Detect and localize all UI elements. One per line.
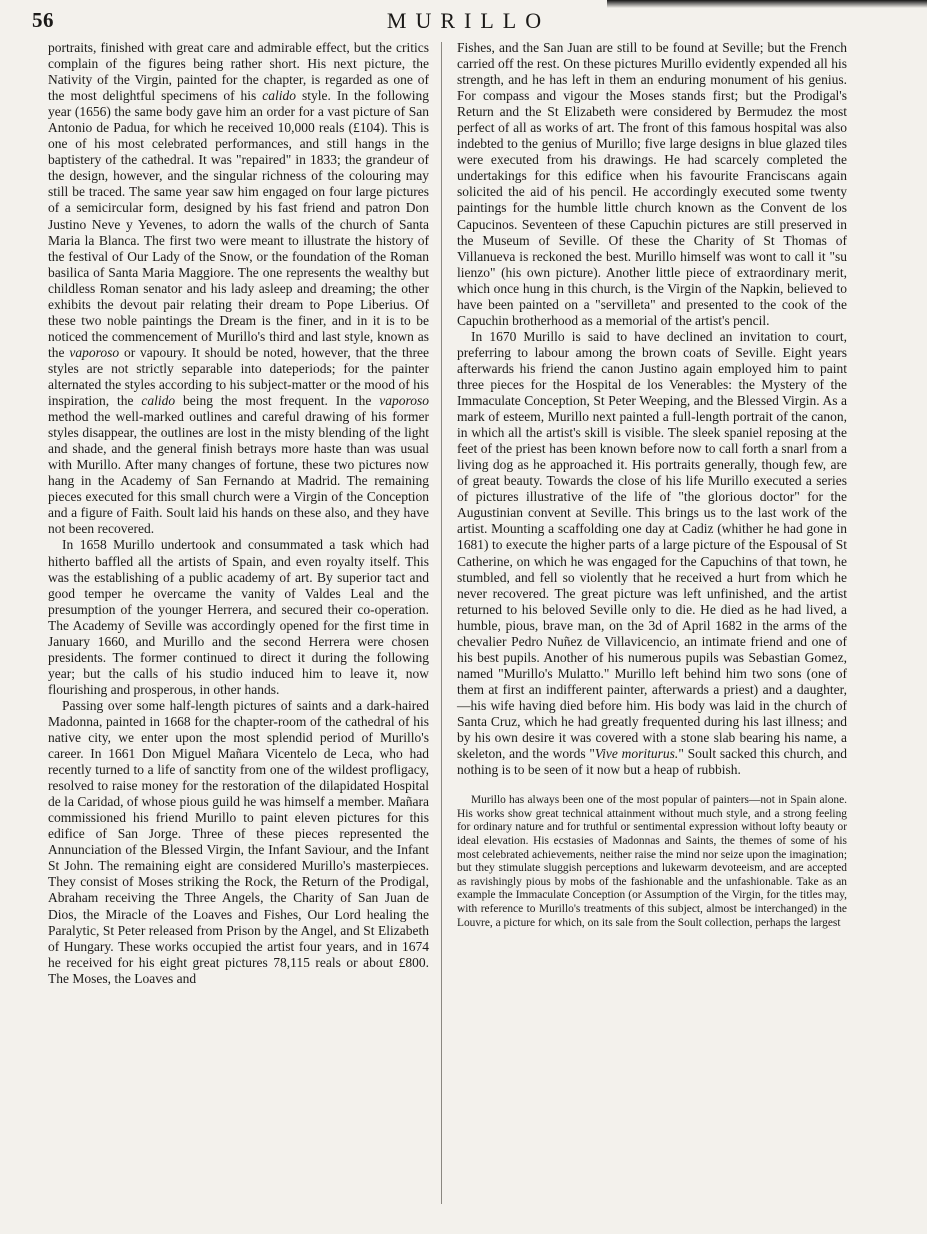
italic-term: calido	[141, 393, 176, 409]
running-title: MURILLO	[386, 8, 551, 33]
footnote-paragraph: Murillo has always been one of the most popular of painters—not in Spain alone. His works show great technical attainment without much style, and a strong feeling for ordinary nature and for truthful or sentimental expression without lofty beauty or ideal elevation. His ecstasies of Madonnas and Saints, the themes of some of his most celebrated achievements, neither raise the mind nor seize upon the imagination; but they stimulate sluggish perceptions and lukewarm devoteeism, and are accepted as ravishingly pious by mobs of the fashionable and the unfashionable. Take as an example the Immaculate Conception (or Assumption of the Virgin, for the titles may, with reference to Murillo's treatments of this subject, almost be interchanged) in the Louvre, a picture for which, on its sale from the Soult collection, perhaps the largest	[457, 794, 847, 929]
italic-term: vaporoso	[69, 344, 120, 360]
italic-term: vaporoso	[379, 393, 429, 409]
scan-edge-shadow	[607, 0, 927, 8]
right-column	[457, 40, 847, 930]
paragraph: Fishes, and the San Juan are still to be found at Seville; but the French carried off the rest. On these pictures Murillo evidently expended all his strength, and he has left in them an enduring monument of his genius. For compass and vigour the Moses stands first; but the Prodigal's Return and the St Elizabeth were considered by Bermudez the most perfect of all as works of art. The front of this famous hospital was also indebted to the genius of Murillo; five large designs in blue glazed tiles were executed from his drawings. He had scarcely completed the undertakings for this edifice when his favourite Franciscans again solicited the aid of his pencil. He accordingly executed some twenty paintings for the humble little church known as the Convent de los Capucinos. Seventeen of these Capuchin pictures are still preserved in the Museum of Seville. Of these the Charity of St Thomas of Villanueva is reckoned the best. Murillo himself was wont to call it "su lienzo" (his own picture). Another little piece of extraordinary merit, which once hung in this church, is the Virgin of the Napkin, believed to have been painted on a "servilleta" and presented to the cook of the Capuchin brotherhood as a memorial of the artist's pencil.	[457, 40, 847, 328]
column-divider	[441, 42, 442, 1204]
italic-term: calido	[262, 88, 297, 104]
paragraph: portraits, finished with great care and admirable effect, but the critics complain of the figures being rather short. His next picture, the Nativity of the Virgin, painted for the chapter, is regarded as one of the most delightful specimens of his calido style. In the following year (1656) the same body gave him an order for a vast picture of San Antonio de Padua, for which he received 10,000 reals (£104). This is one of his most celebrated performances, and still hangs in the baptistery of the cathedral. It was "repaired" in 1833; the grandeur of the design, however, and the singular richness of the colouring may still be traced. The same year saw him engaged on four large pictures of a semicircular form, designed by his fast friend and patron Don Justino Neve y Yevenes, to adorn the walls of the church of Santa Maria la Blanca. The first two were meant to illustrate the history of the festival of Our Lady of the Snow, or the foundation of the Roman basilica of Santa Maria Maggiore. The one represents the wealthy but childless Roman senator and his lady asleep and dreaming; the other exhibits the devout pair relating their dream to Pope Liberius. Of these two noble paintings the Dream is the finer, and in it is to be noticed the commencement of Murillo's third and last style, known as the vaporoso or vapoury. It should be noted, however, that the three styles are not strictly separable into dateperiods; for the painter alternated the styles according to his subject-matter or the mood of his inspiration, the calido being the most frequent. In the vaporoso method the well-marked outlines and careful drawing of his former styles disappear, the outlines are lost in the misty blending of the light and shade, and the general finish betrays more haste than was usual with Murillo. After many changes of fortune, these two pictures now hang in the Academy of San Fernando at Madrid. The remaining pieces executed for this small church were a Virgin of the Conception and a figure of Faith. Soult laid his hands on these also, and they have not been recovered.	[48, 40, 430, 537]
italic-quote: Vive moriturus.	[594, 746, 679, 762]
paragraph: In 1670 Murillo is said to have declined an invitation to court, preferring to labour among the brown coats of Seville. Eight years afterwards his friend the canon Justino again employed him to paint three pieces for the Hospital de los Venerables: the Mystery of the Immaculate Conception, St Peter Weeping, and the Blessed Virgin. As a mark of esteem, Murillo next painted a full-length portrait of the canon, in which all the artist's skill is visible. The sleek spaniel reposing at the feet of the priest has been known before now to call forth a snarl from a living dog as he approached it. His portraits generally, though few, are of great beauty. Towards the close of his life Murillo executed a series of pictures illustrative of the life of "the glorious doctor" for the Augustinian convent at Seville. This brings us to the last work of the artist. Mounting a scaffolding one day at Cadiz (whither he had gone in 1681) to execute the higher parts of a large picture of the Espousal of St Catherine, on which he was engaged for the Capuchins of that town, he stumbled, and fell so violently that he received a hurt from which he never recovered. The great picture was left unfinished, and the artist returned to his beloved Seville only to die. He died as he had lived, a humble, pious, brave man, on the 3d of April 1682 in the arms of the chevalier Pedro Nuñez de Villavicencio, an intimate friend and one of his best pupils. Another of his numerous pupils was Sebastian Gomez, named "Murillo's Mulatto." Murillo left behind him two sons (one of them at first an indifferent painter, afterwards a priest) and a daughter,—his wife having died before him. His body was laid in the church of Santa Cruz, which he had greatly frequented during his last illness; and by his own desire it was covered with a stone slab bearing his name, a skeleton, and the words "Vive moriturus." Soult sacked this church, and nothing is to be seen of it now but a heap of rubbish.	[457, 328, 847, 778]
page-number: 56	[32, 8, 54, 32]
left-column	[48, 40, 429, 987]
paragraph: Passing over some half-length pictures of saints and a dark-haired Madonna, painted in 1668 for the chapter-room of the cathedral of his native city, we enter upon the most splendid period of Murillo's career. In 1661 Don Miguel Mañara Vicentelo de Leca, who had recently turned to a life of sanctity from one of the wildest profligacy, resolved to raise money for the restoration of the dilapidated Hospital de la Caridad, of whose pious guild he was himself a member. Mañara commissioned his friend Murillo to paint eleven pictures for this edifice of San Jorge. Three of these pieces represented the Annunciation of the Blessed Virgin, the Infant Saviour, and the Infant St John. The remaining eight are considered Murillo's masterpieces. They consist of Moses striking the Rock, the Return of the Prodigal, Abraham receiving the Three Angels, the Charity of San Juan de Dios, the Miracle of the Loaves and Fishes, Our Lord healing the Paralytic, St Peter released from Prison by the Angel, and St Elizabeth of Hungary. These works occupied the artist four years, and in 1674 he received for his eight great pictures 78,115 reals or about £800. The Moses, the Loaves and	[48, 697, 429, 986]
page-header	[32, 8, 905, 38]
paragraph: In 1658 Murillo undertook and consummated a task which had hitherto baffled all the artists of Spain, and even royalty itself. This was the establishing of a public academy of art. By superior tact and good temper he overcame the vanity of Valdes Leal and the presumption of the younger Herrera, and secured their co-operation. The Academy of Seville was accordingly opened for the first time in January 1660, and Murillo and the second Herrera were chosen presidents. The former continued to direct it during the following year; but the calls of his studio induced him to leave it, now flourishing and prosperous, in other hands.	[48, 537, 429, 697]
